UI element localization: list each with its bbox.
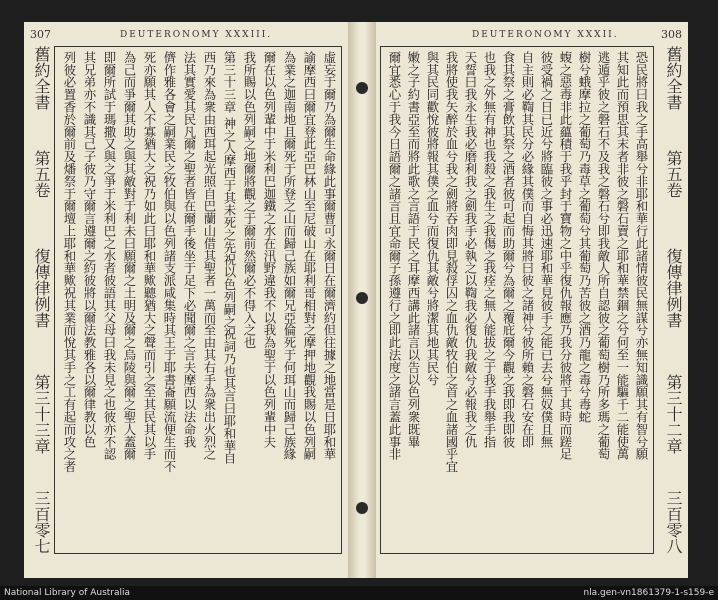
right-column-4: 樹兮蛾摩拉之葡萄乃毒草之葡萄兮其葡萄乃苦彼之酒乃龍之毒兮毒蛇 (577, 51, 592, 423)
footer-identifier: nla.gen-vn1861379-1-s159-e (583, 588, 714, 598)
binding-hole (356, 292, 368, 304)
left-page-header: DEUTERONOMY XXXIII. (120, 30, 273, 40)
right-text-frame (380, 46, 654, 554)
left-margin-book: 復傳律例書 (32, 248, 51, 328)
right-column-7: 自主則必鞫其民分必緣其僕而自悔其將曰彼之諸神兮彼所賴之磐石安在即 (520, 51, 535, 448)
left-column-9: 儕作雅各會之嗣業民之牧伯與以色列諸支派咸集時其王于耶書崙願流便生而不 (162, 51, 177, 473)
right-column-12: 與其民同歡悅彼將報其僕之血兮而復仇其敵兮將潔其地其民兮 (425, 51, 440, 386)
left-column-5: 我所賜以色列嗣之地爾將觀之于爾前然爾必不得入之也 (242, 51, 257, 349)
left-column-7: 西乃來為衆由西珥起光照自巴蘭山借其聖者一萬而至由其右手為衆出火烈之 (202, 51, 217, 461)
right-margin-chapter: 第三十二章 (664, 374, 683, 454)
footer-bar (0, 586, 718, 600)
left-margin-volume: 第五卷 (32, 150, 51, 198)
left-column-12: 即爾所試于瑪撒又與之爭于米利巴之水者彼語其父母曰我未見之也彼亦不認 (102, 51, 117, 461)
left-column-11: 為己而爭爾其助之與其敵對于利未曰願爾之土明及爾之烏陵與爾之聖人蓋爾 (122, 51, 137, 461)
left-column-3: 為業之迦南地且爾死于所登之山而歸己族如爾兄亞倫死于何珥山而歸己族緣 (282, 51, 297, 461)
left-column-4: 爾在以色列輩中于米利巴迦鐵之水在汛野違我不以我為聖于以色列輩中夫 (262, 51, 277, 448)
left-margin-folio: 三百零七 (32, 490, 51, 554)
right-margin-volume: 第五卷 (664, 150, 683, 198)
left-page (24, 22, 348, 578)
right-page (376, 22, 688, 578)
right-column-13: 嫩之子約書亞至而將此歌之言語于民之耳摩西講此諸言以告以色列衆既畢 (406, 51, 421, 448)
left-column-6: 第三十三章 神之人摩西于其未死之先祝以色列嗣之祝詞乃也其言曰耶和華自 (222, 51, 237, 465)
footer-credit: National Library of Australia (4, 588, 131, 598)
right-column-9: 也我之外無有神也我殺之我生之我傷之我痊之無人能拔之于我手我舉手指 (482, 51, 497, 448)
right-column-5: 蝮之惡毒非此蘊積于我乎封于寶物之中乎復仇報應乃我分彼將于其時而蹉足 (558, 51, 573, 461)
left-page-number: 307 (30, 28, 51, 41)
right-margin-title: 舊約全書 (664, 46, 683, 110)
right-page-number: 308 (661, 28, 682, 41)
right-column-14: 爾宜悉心于我今日語爾之諸言且宜命爾子孫遵行之即此法度之諸言蓋此事非 (387, 51, 402, 461)
left-column-13: 其兄弟亦不識其己子彼乃守爾言遵爾之約彼將以爾法教雅各以爾律教以色 (82, 51, 97, 448)
right-margin-book: 復傳律例書 (664, 248, 683, 328)
right-column-10: 天誓曰我永生我必磨利我之劍我手必執之以鞫我必復仇我敵兮必報我之仇 (463, 51, 478, 448)
left-column-8: 法其實愛其民凡爾之聖者皆在爾手後坐于足下必聞爾之言夫摩西以法命我 (182, 51, 197, 448)
right-column-8: 食其祭之膏飲其祭之酒者彼可起而助爾兮為爾之覆庇爾今觀之我即我即彼 (501, 51, 516, 448)
right-column-2: 其知此而預思其末者非彼之磐石賣之耶和華禁錮之兮何至一能驅千二能使萬 (615, 51, 630, 461)
right-column-1: 恐民將曰我之手高舉兮非耶和華行此諸情彼民無謀兮亦無知識願其有智兮願 (634, 51, 649, 461)
left-column-10: 死亦願其人不寡猶大之祝乃如此曰耶和華歟聽猶大之聲而引之至其民其以手 (142, 51, 157, 461)
binding-gutter (348, 22, 376, 578)
right-column-3: 逃遁乎彼之磐石不及我之磐石兮即我敵人所自認彼之葡萄樹乃所多瑪之葡萄 (596, 51, 611, 461)
left-column-14: 列彼必置香於爾前及燔祭于爾壇上耶和華歟祝其業而悅其手之工有起而攻之者 (62, 51, 77, 473)
right-column-6: 彼受禍之日已近兮將臨彼之事必迅速耶和華見彼手之能已去兮無奴僕且無 (539, 51, 554, 448)
binding-hole (356, 502, 368, 514)
right-page-header: DEUTERONOMY XXXII. (472, 30, 619, 40)
left-text-frame (54, 46, 342, 554)
left-column-1: 虛妄于爾乃為爾生命緣此事爾曹可永爾日在爾濟約但往據之地當是日耶和華 (322, 51, 337, 461)
left-column-2: 諭摩西曰爾宜登此亞巴林山至尼破山在耶利哥相對之摩押地觀我賜以色列嗣 (302, 51, 317, 461)
binding-hole (356, 82, 368, 94)
right-margin-folio: 三百零八 (664, 490, 683, 554)
left-margin-chapter: 第三十三章 (32, 374, 51, 454)
left-margin-title: 舊約全書 (32, 46, 51, 110)
right-column-11: 我將使我矢醉於血兮我之劍將吞肉即見殺俘囚之血仇敵牧伯之首之血諸國乎宜 (444, 51, 459, 473)
